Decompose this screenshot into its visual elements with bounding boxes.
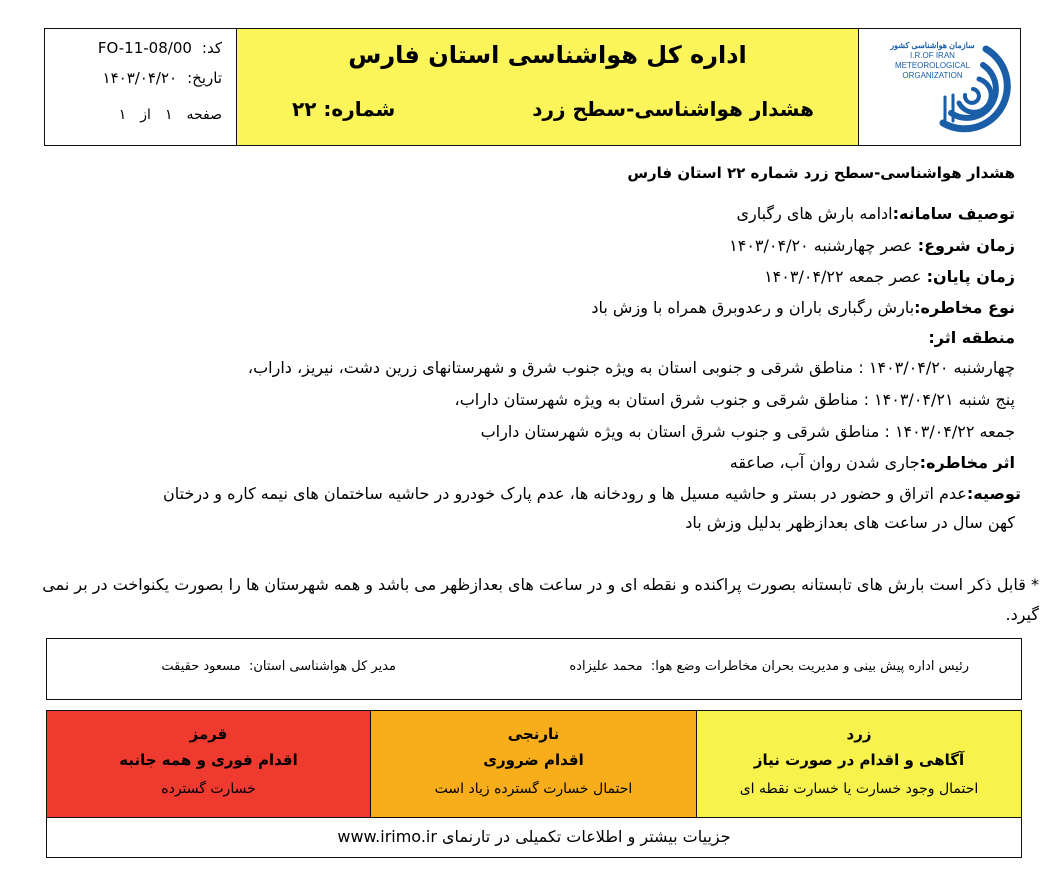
logo-english-line-2: METEOROLOGICAL xyxy=(894,61,971,70)
forecast-head-signature xyxy=(569,659,969,674)
date-row xyxy=(103,69,222,87)
affected-area-day-1: چهارشنبه ۱۴۰۳/۰۴/۲۰ : مناطق شرقی و جنوبی استان به ویژه جنوب شرق و شهرستانهای زرین دشت، نیریز، داراب، xyxy=(247,358,1015,377)
end-time xyxy=(764,267,1015,286)
warning-number: شماره: ۲۲ xyxy=(292,97,396,121)
affected-area-day-3: جمعه ۱۴۰۳/۰۴/۲۲ : مناطق شرقی و جنوب شرق استان به ویژه شهرستان داراب xyxy=(480,422,1015,441)
start-time xyxy=(729,236,1015,255)
director-signature xyxy=(161,659,396,674)
page-row xyxy=(119,107,222,123)
code-value: FO-11-08/00 xyxy=(97,39,192,57)
advice-line-2: کهن سال در ساعت های بعدازظهر بدلیل وزش باد xyxy=(685,513,1015,532)
document-header xyxy=(44,28,1021,146)
level-yellow-name: زرد xyxy=(846,725,872,743)
forecast-head-name: محمد علیزاده xyxy=(569,659,643,674)
hazard-type xyxy=(591,298,1015,317)
end-value: عصر جمعه ۱۴۰۳/۰۴/۲۲ xyxy=(764,267,927,286)
start-value: عصر چهارشنبه ۱۴۰۳/۰۴/۲۰ xyxy=(729,236,918,255)
logo-english-line-3: ORGANIZATION xyxy=(902,71,963,80)
body-heading: هشدار هواشناسی-سطح زرد شماره ۲۲ استان فارس xyxy=(627,164,1015,182)
signature-box xyxy=(46,638,1022,700)
level-yellow-damage: احتمال وجود خسارت یا خسارت نقطه ای xyxy=(739,781,979,797)
page-total: ۱ xyxy=(118,107,127,123)
page-label: صفحه xyxy=(186,107,222,123)
logo-english-line-1: I.R.OF IRAN xyxy=(910,51,955,60)
office-title: اداره کل هواشناسی استان فارس xyxy=(348,41,747,69)
footnote: * قابل ذکر است بارش های تابستانه بصورت پراکنده و نقطه ای و در ساعت های بعدازظهر می باشد و همه شهرستان ها را بصورت یکنواخت در بر نمی گیرد. xyxy=(42,575,1039,624)
code-row xyxy=(98,39,222,57)
end-label: زمان پایان: xyxy=(926,267,1015,286)
level-red-damage: خسارت گسترده xyxy=(161,781,256,797)
website-footer: جزییات بیشتر و اطلاعات تکمیلی در تارنمای www.irimo.ir xyxy=(47,817,1021,858)
advice xyxy=(163,484,1021,503)
affected-area-heading xyxy=(928,328,1015,347)
logo-panel xyxy=(859,29,1020,145)
director-label: مدیر کل هواشناسی استان: xyxy=(248,659,396,674)
effect-label: اثر مخاطره: xyxy=(919,453,1015,472)
level-red-action: اقدام فوری و همه جانبه xyxy=(119,751,298,769)
advice-label: توصیه: xyxy=(966,484,1021,503)
forecast-head-label: رئیس اداره پیش بینی و مدیریت بحران مخاطرات وضع هوا: xyxy=(650,659,969,674)
advice-value-line-1: عدم اتراق و حضور در بستر و حاشیه مسیل ها و رودخانه ها، عدم پارک خودرو در حاشیه ساختمان های نیمه کاره و درختان xyxy=(163,484,967,503)
header-title-panel xyxy=(237,29,859,145)
level-yellow xyxy=(697,711,1021,817)
level-orange xyxy=(371,711,697,817)
hazard-effect xyxy=(730,453,1015,472)
director-name: مسعود حقیقت xyxy=(161,659,241,674)
hazard-value: بارش رگباری باران و رعدوبرق همراه با وزش باد xyxy=(591,298,915,317)
warning-level-legend xyxy=(46,710,1022,858)
level-orange-name: نارنجی xyxy=(507,725,560,743)
area-label: منطقه اثر: xyxy=(928,328,1015,347)
code-label: کد: xyxy=(201,39,222,57)
page-of: از xyxy=(140,107,151,123)
level-orange-action: اقدام ضروری xyxy=(483,751,584,769)
document-meta xyxy=(45,29,237,145)
date-label: تاریخ: xyxy=(187,69,222,87)
system-value: ادامه بارش های رگباری xyxy=(736,204,893,223)
warning-level-title: هشدار هواشناسی-سطح زرد xyxy=(532,97,814,121)
logo-spiral-icon xyxy=(883,37,1011,133)
logo-persian-text: سازمان هواشناسی کشور xyxy=(890,41,975,50)
level-red-name: قرمز xyxy=(189,725,228,743)
meteorological-organization-logo xyxy=(883,37,1011,133)
affected-area-day-2: پنج شنبه ۱۴۰۳/۰۴/۲۱ : مناطق شرقی و جنوب شرق استان به ویژه شهرستان داراب، xyxy=(454,390,1015,409)
system-description xyxy=(736,204,1015,223)
level-orange-damage: احتمال خسارت گسترده زیاد است xyxy=(434,781,633,797)
level-red xyxy=(47,711,371,817)
system-label: توصیف سامانه: xyxy=(892,204,1015,223)
effect-value: جاری شدن روان آب، صاعقه xyxy=(729,453,920,472)
page-number: ۱ xyxy=(164,107,173,123)
level-yellow-action: آگاهی و اقدام در صورت نیاز xyxy=(753,751,965,769)
start-label: زمان شروع: xyxy=(917,236,1015,255)
date-value: ۱۴۰۳/۰۴/۲۰ xyxy=(102,69,178,87)
hazard-label: نوع مخاطره: xyxy=(914,298,1015,317)
